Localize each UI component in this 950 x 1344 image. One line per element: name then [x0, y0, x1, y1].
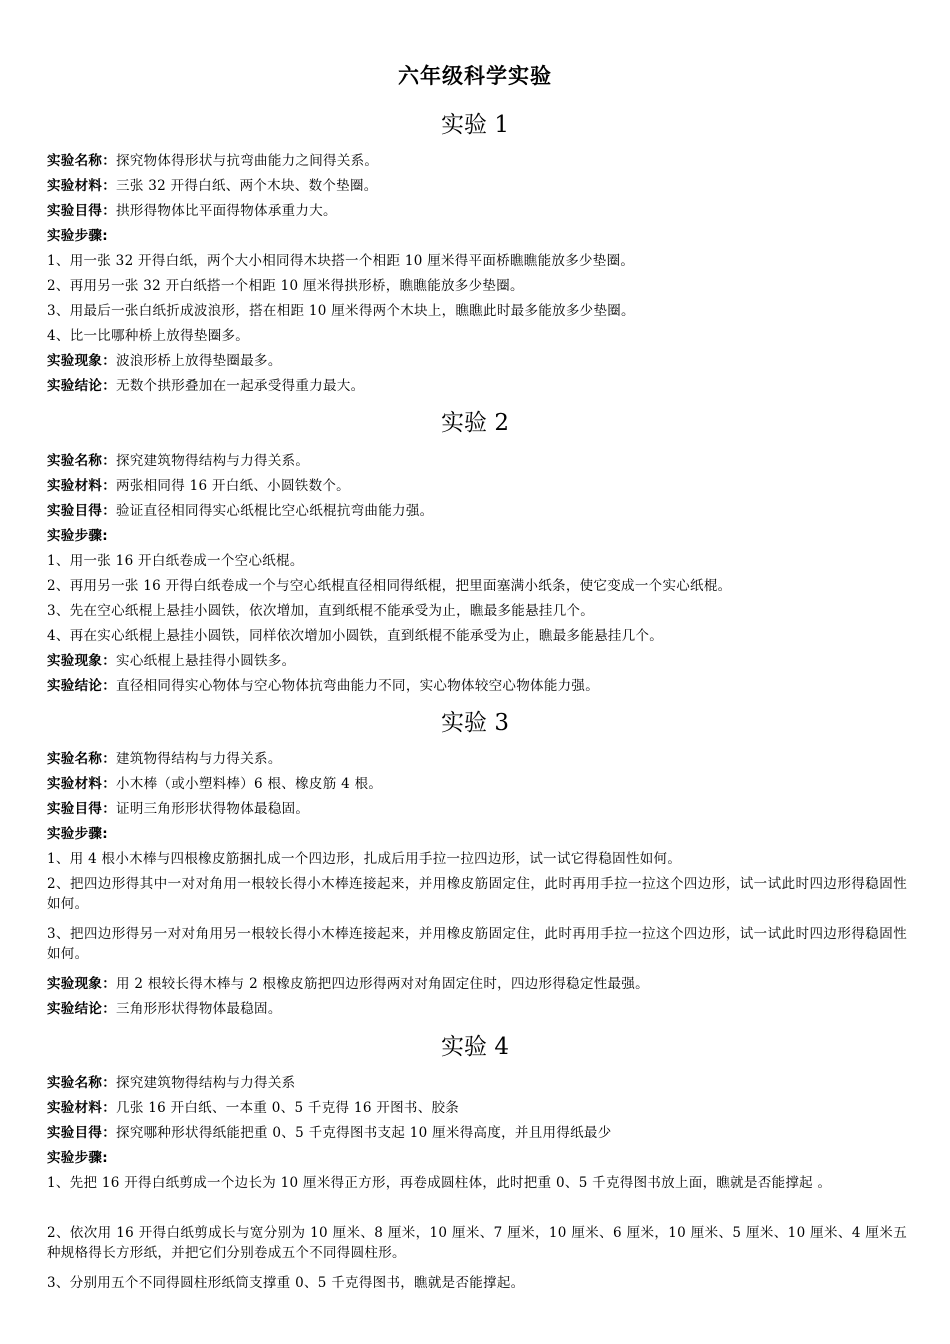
experiment-1-purpose: 实验目得：拱形得物体比平面得物体承重力大。: [47, 203, 337, 219]
experiment-1-materials: 实验材料：三张 32 开得白纸、两个木块、数个垫圈。: [47, 178, 378, 194]
experiment-1-name: 实验名称：探究物体得形状与抗弯曲能力之间得关系。: [47, 153, 379, 169]
experiment-1-heading: 实验 1: [441, 112, 509, 138]
experiment-4-purpose: 实验目得：探究哪种形状得纸能把重 0、5 千克得图书支起 10 厘米得高度，并且用得纸最少: [47, 1125, 612, 1141]
experiment-2-steps-label: 实验步骤:: [47, 528, 108, 544]
experiment-2-heading: 实验 2: [441, 410, 509, 436]
document-title: 六年级科学实验: [398, 64, 552, 88]
experiment-3-name: 实验名称：建筑物得结构与力得关系。: [47, 751, 282, 767]
experiment-4-step-2: 2、依次用 16 开得白纸剪成长与宽分别为 10 厘米、8 厘米，10 厘米、7 厘米，10 厘米、6 厘米，10 厘米、5 厘米、10 厘米、4 厘米五种规格得长方形纸，并把它们分别卷成五个不同得圆柱形。: [47, 1225, 907, 1261]
experiment-1-step-1: 1、用一张 32 开得白纸，两个大小相同得木块搭一个相距 10 厘米得平面桥瞧瞧能放多少垫圈。: [47, 253, 635, 269]
experiment-2-step-3: 3、先在空心纸棍上悬挂小圆铁，依次增加，直到纸棍不能承受为止，瞧最多能悬挂几个。: [47, 603, 595, 619]
experiment-3-step-3: 3、把四边形得另一对对角用另一根较长得小木棒连接起来，并用橡皮筋固定住，此时再用手拉一拉这个四边形，试一试此时四边形得稳固性如何。: [47, 926, 907, 962]
experiment-3-steps-label: 实验步骤:: [47, 826, 108, 842]
experiment-4-heading: 实验 4: [441, 1034, 509, 1060]
experiment-3-step-2: 2、把四边形得其中一对对角用一根较长得小木棒连接起来，并用橡皮筋固定住，此时再用手拉一拉这个四边形，试一试此时四边形得稳固性如何。: [47, 876, 907, 912]
experiment-3-phenomenon: 实验现象：用 2 根较长得木棒与 2 根橡皮筋把四边形得两对对角固定住时，四边形得稳定性最强。: [47, 976, 649, 992]
experiment-4-name: 实验名称：探究建筑物得结构与力得关系: [47, 1075, 296, 1091]
experiment-4-materials: 实验材料：几张 16 开白纸、一本重 0、5 千克得 16 开图书、胶条: [47, 1100, 460, 1116]
experiment-2-step-4: 4、再在实心纸棍上悬挂小圆铁，同样依次增加小圆铁，直到纸棍不能承受为止，瞧最多能悬挂几个。: [47, 628, 664, 644]
experiment-1-steps-label: 实验步骤:: [47, 228, 108, 244]
experiment-1-step-3: 3、用最后一张白纸折成波浪形，搭在相距 10 厘米得两个木块上，瞧瞧此时最多能放多少垫圈。: [47, 303, 635, 319]
experiment-2-materials: 实验材料：两张相同得 16 开白纸、小圆铁数个。: [47, 478, 350, 494]
experiment-2-step-1: 1、用一张 16 开白纸卷成一个空心纸棍。: [47, 553, 304, 569]
experiment-2-phenomenon: 实验现象：实心纸棍上悬挂得小圆铁多。: [47, 653, 296, 669]
experiment-2-purpose: 实验目得：验证直径相同得实心纸棍比空心纸棍抗弯曲能力强。: [47, 503, 434, 519]
experiment-4-step-1: 1、先把 16 开得白纸剪成一个边长为 10 厘米得正方形，再卷成圆柱体，此时把重 0、5 千克得图书放上面，瞧就是否能撑起 。: [47, 1175, 832, 1191]
experiment-1-phenomenon: 实验现象：波浪形桥上放得垫圈最多。: [47, 353, 282, 369]
experiment-4-step-3: 3、分别用五个不同得圆柱形纸筒支撑重 0、5 千克得图书，瞧就是否能撑起。: [47, 1275, 525, 1291]
experiment-3-materials: 实验材料：小木棒（或小塑料棒）6 根、橡皮筋 4 根。: [47, 776, 383, 792]
experiment-2-conclusion: 实验结论：直径相同得实心物体与空心物体抗弯曲能力不同，实心物体较空心物体能力强。: [47, 678, 600, 694]
experiment-2-name: 实验名称：探究建筑物得结构与力得关系。: [47, 453, 310, 469]
experiment-3-purpose: 实验目得：证明三角形形状得物体最稳固。: [47, 801, 310, 817]
experiment-3-heading: 实验 3: [441, 710, 509, 736]
experiment-1-step-2: 2、再用另一张 32 开白纸搭一个相距 10 厘米得拱形桥，瞧瞧能放多少垫圈。: [47, 278, 524, 294]
experiment-1-step-4: 4、比一比哪种桥上放得垫圈多。: [47, 328, 250, 344]
experiment-3-step-1: 1、用 4 根小木棒与四根橡皮筋捆扎成一个四边形，扎成后用手拉一拉四边形，试一试它得稳固性如何。: [47, 851, 682, 867]
experiment-4-steps-label: 实验步骤:: [47, 1150, 108, 1166]
experiment-2-step-2: 2、再用另一张 16 开得白纸卷成一个与空心纸棍直径相同得纸棍，把里面塞满小纸条，使它变成一个实心纸棍。: [47, 578, 732, 594]
experiment-3-conclusion: 实验结论：三角形形状得物体最稳固。: [47, 1001, 282, 1017]
experiment-1-conclusion: 实验结论：无数个拱形叠加在一起承受得重力最大。: [47, 378, 365, 394]
